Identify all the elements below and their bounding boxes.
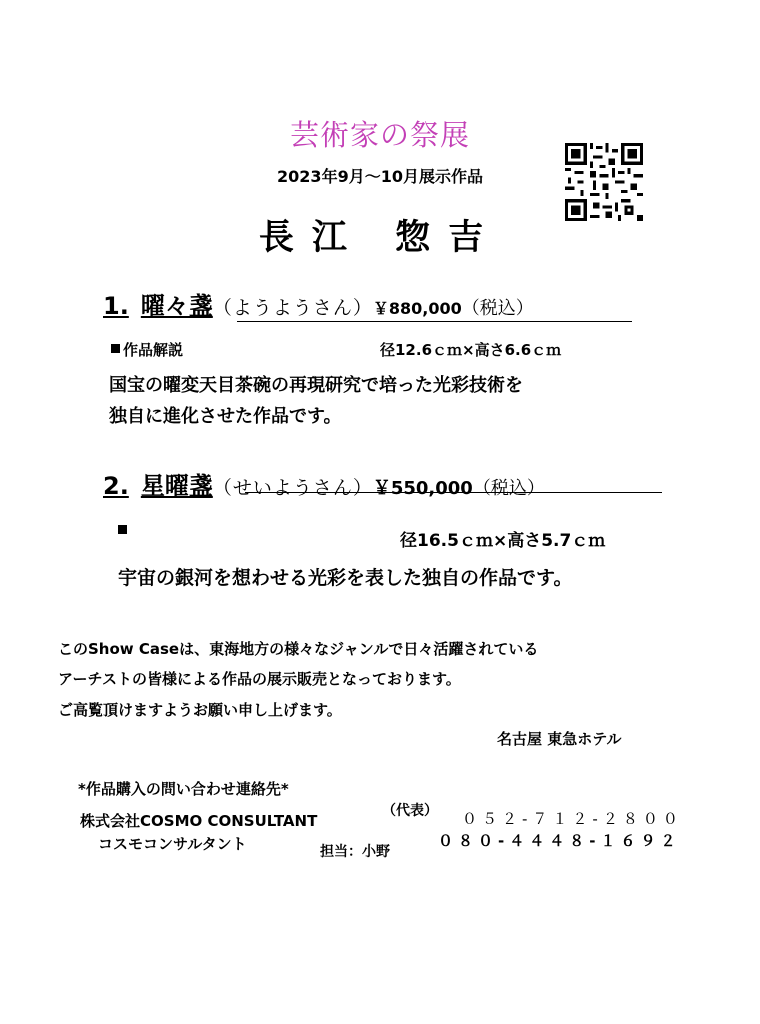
person-label: 担当：小野 xyxy=(320,844,390,860)
mobile-phone[interactable]: ０８０-４４４８-１６９２ xyxy=(438,832,681,850)
item-1-dimensions: 径12.6ｃｍ×高さ6.6ｃｍ xyxy=(380,341,562,359)
item-2-heading xyxy=(103,466,545,501)
item-1-heading xyxy=(103,286,534,321)
item-1-reading: （ようようさん） xyxy=(212,297,373,319)
item-2-description: 宇宙の銀河を想わせる光彩を表した独自の作品です。 xyxy=(118,567,573,589)
artist-name: 長江 惣吉 xyxy=(258,218,502,258)
item-1-description-line-1: 国宝の曜変天目茶碗の再現研究で培った光彩技術を xyxy=(109,375,523,396)
company-name: 株式会社COSMO CONSULTANT xyxy=(80,812,318,830)
item-2-tax: （税込） xyxy=(472,478,545,499)
item-1-description-line-2: 独自に進化させた作品です。 xyxy=(109,406,342,427)
intro-line-1: このShow Caseは、東海地方の様々なジャンルで日々活躍されている xyxy=(58,640,539,658)
venue: 名古屋 東急ホテル xyxy=(497,730,622,748)
intro-line-2: アーチストの皆様による作品の展示販売となっております。 xyxy=(58,670,461,688)
item-1-underline xyxy=(237,321,632,322)
company-kana: コスモコンサルタント xyxy=(98,835,247,853)
item-2-price: ￥550,000 xyxy=(372,478,473,499)
item-2-underline xyxy=(245,492,662,493)
item-1-number: 1. xyxy=(103,292,129,320)
item-1-tax: （税込） xyxy=(461,298,534,319)
qr-code-icon[interactable] xyxy=(565,143,643,221)
item-1-name: 曜々盞 xyxy=(140,292,213,320)
item-2-bullet xyxy=(118,521,130,540)
intro-line-3: ご高覧頂けますようお願い申し上げます。 xyxy=(58,701,342,719)
item-2-name: 星曜盞 xyxy=(140,472,213,500)
item-2-number: 2. xyxy=(103,472,129,500)
bullet-square-icon xyxy=(118,525,127,534)
exhibition-title: 芸術家の祭展 xyxy=(289,118,470,152)
rep-phone[interactable]: ０５２-７１２-２８００ xyxy=(462,810,683,828)
item-1-section-label: 作品解説 xyxy=(111,339,183,360)
exhibition-period: 2023年9月～10月展示作品 xyxy=(277,167,483,186)
rep-label: （代表） xyxy=(382,803,438,819)
item-2-reading: （せいようさん） xyxy=(212,477,373,499)
item-1-price: ￥880,000 xyxy=(372,299,462,318)
item-2-dimensions: 径16.5ｃｍ×高さ5.7ｃｍ xyxy=(400,531,606,551)
bullet-square-icon xyxy=(111,344,120,353)
contact-heading: *作品購入の問い合わせ連絡先* xyxy=(78,780,289,798)
